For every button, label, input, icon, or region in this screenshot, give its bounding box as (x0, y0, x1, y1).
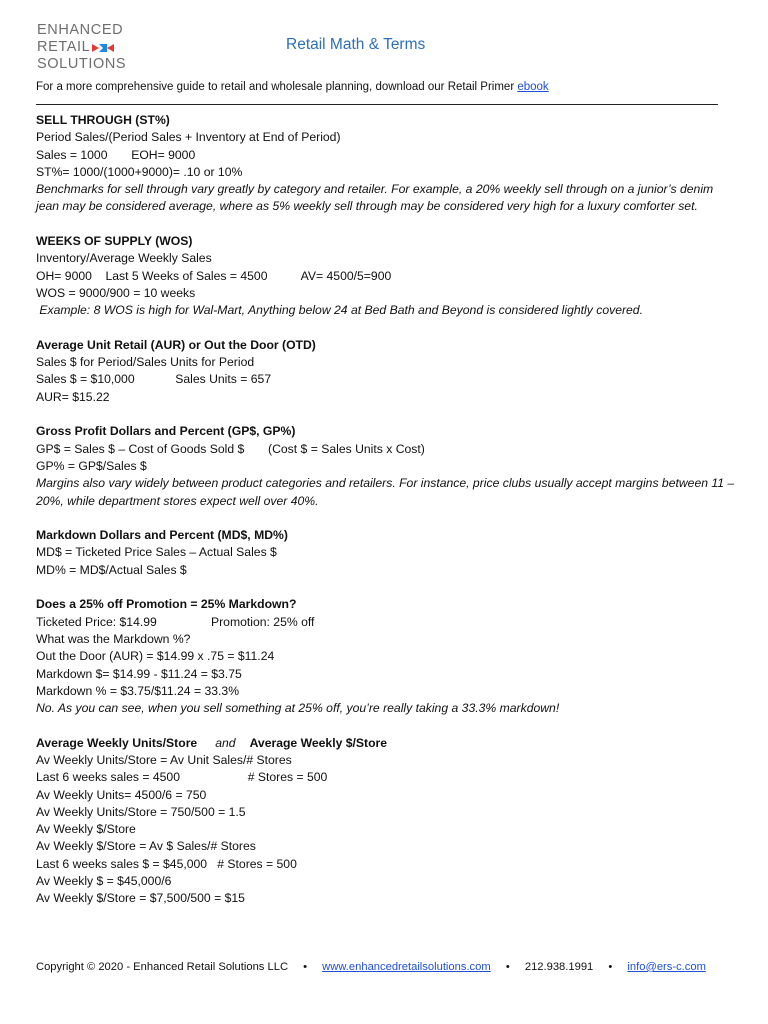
logo-line-retail: RETAIL (37, 39, 91, 55)
header-divider (36, 104, 718, 105)
avg-weekly-units-calc-2: Av Weekly Units/Store = 750/500 = 1.5 (36, 804, 246, 819)
avg-weekly-units-heading: Average Weekly Units/Store (36, 735, 198, 750)
wos-example-values: OH= 9000 Last 5 Weeks of Sales = 4500 AV= 4500/5=900 (36, 268, 392, 283)
avg-weekly-dollars-calc-1: Av Weekly $ = $45,000/6 (36, 874, 172, 889)
aur-formula: Sales $ for Period/Sales Units for Period (36, 355, 255, 370)
avg-weekly-units-formula: Av Weekly Units/Store = Av Unit Sales/# Stores (36, 752, 292, 767)
promotion-question: What was the Markdown %? (36, 631, 191, 646)
intro-text: For a more comprehensive guide to retail and wholesale planning, download our Retail Primer (36, 81, 518, 93)
email-link[interactable]: info@ers-c.com (627, 961, 706, 973)
company-logo (37, 22, 127, 73)
markdown-heading: Markdown Dollars and Percent (MD$, MD%) (36, 528, 288, 543)
avg-weekly-dollars-values: Last 6 weeks sales $ = $45,000 # Stores = 500 (36, 856, 297, 871)
copyright-text: Copyright © 2020 - Enhanced Retail Solutions LLC (36, 961, 289, 973)
avg-weekly-dollars-heading: Average Weekly $/Store (249, 735, 388, 750)
footer-separator: • (303, 961, 308, 973)
promotion-markdown-percent: Markdown % = $3.75/$11.24 = 33.3% (36, 683, 240, 698)
logo-mark-icon (91, 42, 115, 54)
logo-line-solutions: SOLUTIONS (37, 56, 127, 72)
avg-weekly-units-calc-1: Av Weekly Units= 4500/6 = 750 (36, 787, 207, 802)
gross-profit-percent-formula: GP% = GP$/Sales $ (36, 458, 147, 473)
gross-profit-note: Margins also vary widely between product categories and retailers. For instance, price clubs usually accept margins between 11 – 20%, while department stores expect well over 40%. (36, 476, 735, 508)
sell-through-calculation: ST%= 1000/(1000+9000)= .10 or 10% (36, 164, 243, 179)
aur-example-values: Sales $ = $10,000 Sales Units = 657 (36, 372, 272, 387)
markdown-dollars-formula: MD$ = Ticketed Price Sales – Actual Sales $ (36, 545, 277, 560)
wos-heading: WEEKS OF SUPPLY (WOS) (36, 234, 193, 249)
ebook-link[interactable]: ebook (517, 81, 549, 93)
avg-weekly-dollars-label: Av Weekly $/Store (36, 822, 136, 837)
avg-weekly-heading (36, 735, 736, 752)
promotion-note: No. As you can see, when you sell something at 25% off, you’re really taking a 33.3% markdown! (36, 701, 560, 716)
avg-weekly-units-values: Last 6 weeks sales = 4500 # Stores = 500 (36, 770, 328, 785)
promotion-markdown-dollars: Markdown $= $14.99 - $11.24 = $3.75 (36, 666, 242, 681)
footer-separator: • (608, 961, 613, 973)
website-link[interactable]: www.enhancedretailsolutions.com (322, 961, 491, 973)
page-title: Retail Math & Terms (286, 36, 426, 53)
promotion-otd-calculation: Out the Door (AUR) = $14.99 x .75 = $11.24 (36, 649, 275, 664)
logo-line-enhanced: ENHANCED (37, 22, 124, 38)
aur-heading: Average Unit Retail (AUR) or Out the Door (OTD) (36, 337, 316, 352)
wos-calculation: WOS = 9000/900 = 10 weeks (36, 285, 196, 300)
wos-note: Example: 8 WOS is high for Wal-Mart, Anything below 24 at Bed Bath and Beyond is considered lightly covered. (36, 303, 643, 318)
gross-profit-heading: Gross Profit Dollars and Percent (GP$, GP%) (36, 424, 296, 439)
avg-weekly-dollars-calc-2: Av Weekly $/Store = $7,500/500 = $15 (36, 891, 245, 906)
sell-through-example-values: Sales = 1000 EOH= 9000 (36, 147, 196, 162)
phone-number: 212.938.1991 (524, 961, 594, 973)
sell-through-heading: SELL THROUGH (ST%) (36, 113, 170, 127)
avg-weekly-and: and (215, 735, 236, 750)
page-footer (36, 961, 706, 973)
avg-weekly-dollars-formula: Av Weekly $/Store = Av $ Sales/# Stores (36, 839, 256, 854)
sell-through-formula: Period Sales/(Period Sales + Inventory at End of Period) (36, 130, 341, 145)
intro-line (36, 81, 549, 93)
sell-through-note: Benchmarks for sell through vary greatly by category and retailer. For example, a 20% weekly sell through on a junior’s denim jean may be considered average, where as 5% weekly sell through may be considered very high for a luxury comforter set. (36, 182, 714, 214)
markdown-percent-formula: MD% = MD$/Actual Sales $ (36, 562, 187, 577)
footer-separator: • (505, 961, 510, 973)
aur-calculation: AUR= $15.22 (36, 389, 110, 404)
promotion-heading: Does a 25% off Promotion = 25% Markdown? (36, 597, 297, 612)
gross-profit-formula: GP$ = Sales $ – Cost of Goods Sold $ (Cost $ = Sales Units x Cost) (36, 441, 425, 456)
document-body (36, 112, 736, 908)
wos-formula: Inventory/Average Weekly Sales (36, 251, 212, 266)
promotion-values: Ticketed Price: $14.99 Promotion: 25% off (36, 614, 315, 629)
